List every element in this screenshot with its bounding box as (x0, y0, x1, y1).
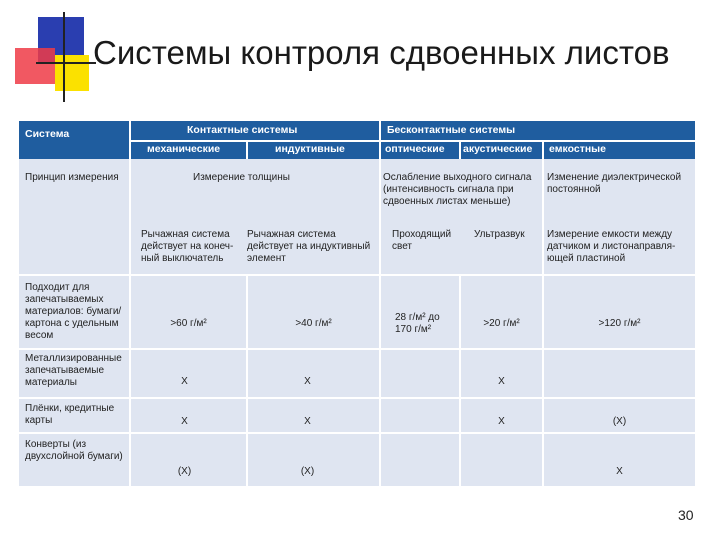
cell-principle-acoustic-detail: Ультразвук (474, 229, 525, 240)
row-label-films: Плёнки, кредитные карты (25, 403, 115, 426)
row-label-principle: Принцип измерения (25, 172, 119, 183)
grid-line (19, 348, 695, 350)
cell-suitable-inductive: >40 г/м² (295, 318, 332, 329)
cell-principle-contact: Измерение толщины (193, 172, 290, 183)
cell-metal-mechanical: X (181, 376, 188, 387)
cell-suitable-mechanical: >60 г/м² (170, 318, 207, 329)
header-col-optical: оптические (385, 143, 445, 155)
cell-suitable-capacitive: >120 г/м² (598, 318, 641, 329)
deco-vertical-line (63, 12, 65, 102)
cell-principle-optical-detail: Проходящий свет (392, 229, 452, 252)
cell-envelopes-capacitive: X (616, 466, 623, 477)
cell-metal-inductive: X (304, 376, 311, 387)
row-label-metallized: Металлизированные запечатываемые материалы (25, 353, 122, 388)
cell-envelopes-mechanical: (X) (177, 466, 192, 477)
cell-films-acoustic: X (498, 416, 505, 427)
deco-yellow-square (55, 55, 89, 91)
cell-suitable-acoustic: >20 г/м² (483, 318, 520, 329)
cell-films-capacitive: (X) (612, 416, 627, 427)
grid-line (246, 141, 248, 159)
comparison-table (19, 121, 695, 486)
cell-principle-capacitive: Изменение диэлектрической постоянной (547, 172, 682, 195)
cell-principle-mechanical-detail: Рычажная система действует на конеч-ный выключатель (141, 229, 234, 264)
header-col-acoustic: акустические (463, 143, 533, 155)
header-col-mechanical: механические (147, 143, 221, 155)
row-label-envelopes: Конверты (из двухслойной бумаги) (25, 439, 123, 462)
header-col-capacitive: емкостные (549, 143, 606, 155)
header-contact-group: Контактные системы (187, 124, 298, 136)
deco-horizontal-line (36, 62, 96, 64)
header-noncontact-group: Бесконтактные системы (387, 124, 516, 136)
cell-films-mechanical: X (181, 416, 188, 427)
deco-red-square (15, 48, 55, 84)
grid-line (19, 274, 695, 276)
grid-line (542, 141, 544, 486)
grid-line (19, 397, 695, 399)
grid-line (459, 141, 461, 159)
header-col-inductive: индуктивные (275, 143, 345, 155)
header-system: Система (25, 128, 70, 140)
cell-principle-noncontact: Ослабление выходного сигнала (интенсивность сигнала при сдвоенных листах меньше) (383, 172, 532, 207)
cell-suitable-optical: 28 г/м² до 170 г/м² (395, 312, 440, 335)
grid-line (129, 140, 695, 142)
page-title: Системы контроля сдвоенных листов (93, 34, 670, 71)
page-number: 30 (678, 507, 694, 523)
cell-envelopes-inductive: (X) (300, 466, 315, 477)
row-label-suitable: Подходит для запечатываемых материалов: бумаги/картона с удельным весом (25, 282, 122, 341)
cell-principle-inductive-detail: Рычажная система действует на индуктивный элемент (247, 229, 371, 264)
cell-principle-capacitive-detail: Измерение емкости между датчиком и листонаправля-ющей пластиной (547, 229, 676, 264)
cell-metal-acoustic: X (498, 376, 505, 387)
grid-line (19, 432, 695, 434)
cell-films-inductive: X (304, 416, 311, 427)
